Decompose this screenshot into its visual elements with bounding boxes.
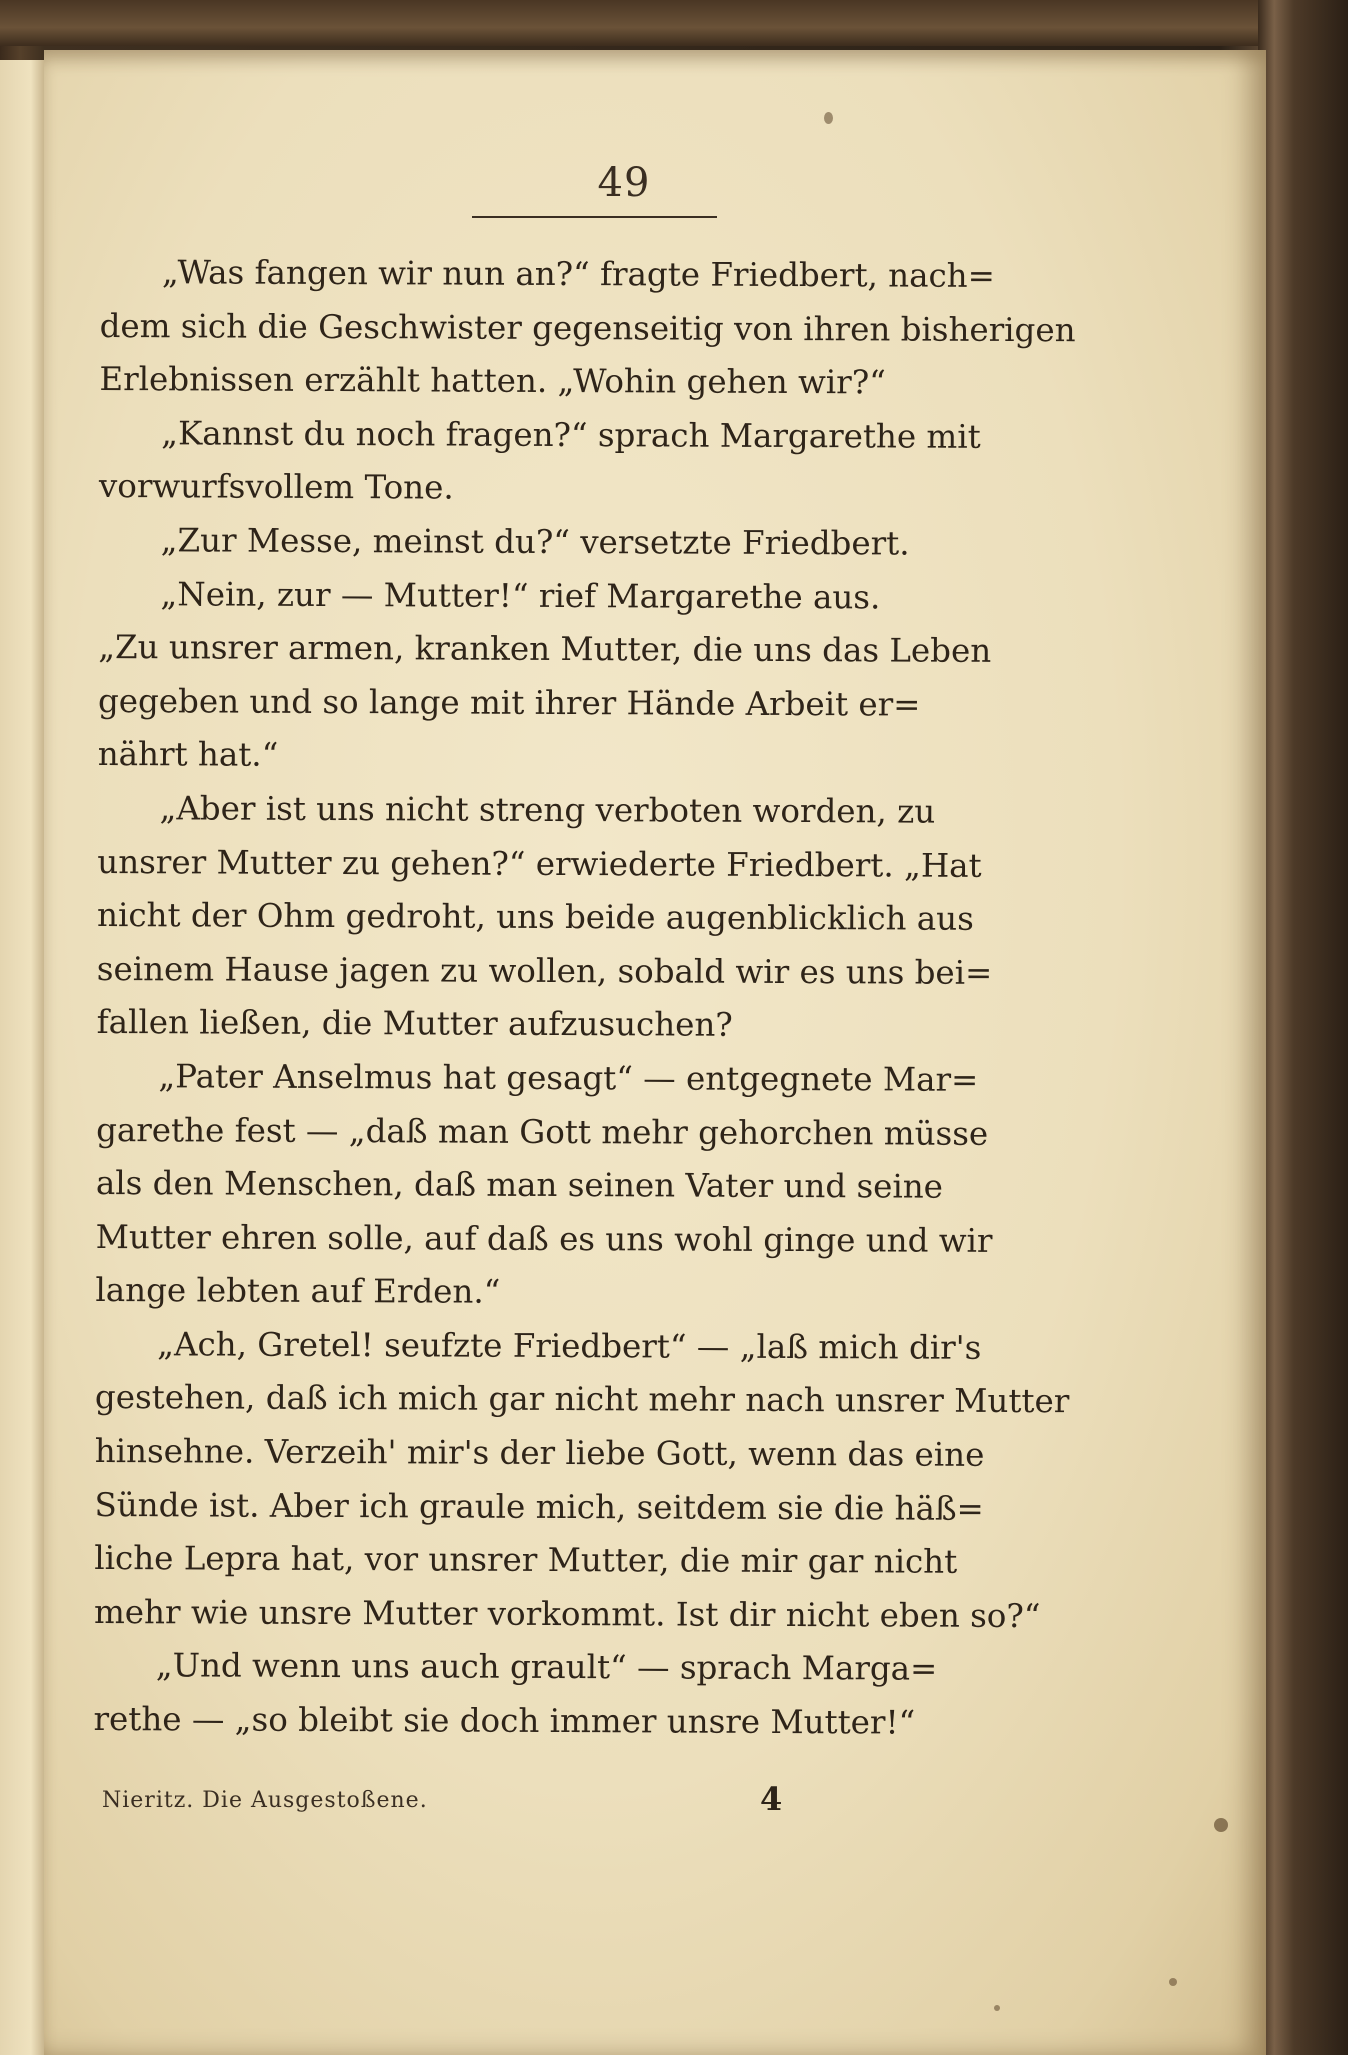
facing-page-edge [0,60,44,2055]
header-rule [472,216,717,218]
text-line: Mutter ehren solle, auf daß es uns wohl ginge und wir [95,1217,993,1260]
text-line: Erlebnissen erzählt hatten. „Wohin gehen wir?“ [99,360,886,402]
body-text [93,246,1080,1751]
text-line: „Zu unsrer armen, kranken Mutter, die uns das Leben [98,628,992,671]
text-line: lange lebten auf Erden.“ [95,1271,501,1312]
text-line: nicht der Ohm gedroht, uns beide augenblicklich aus [96,896,974,938]
text-line: „Aber ist uns nicht streng verboten worden, zu [159,789,936,831]
text-line: hinsehne. Verzeih' mir's der liebe Gott, wenn das eine [94,1432,985,1474]
text-line: liche Lepra hat, vor unsrer Mutter, die mir gar nicht [94,1539,958,1582]
text-line: unsrer Mutter zu gehen?“ erwiederte Friedbert. „Hat [97,842,982,885]
text-line: „Und wenn uns auch grault“ — sprach Marga= [155,1646,938,1689]
text-line: „Kannst du noch fragen?“ sprach Margarethe mit [161,414,981,456]
text-line: garethe fest — „daß man Gott mehr gehorchen müsse [96,1110,989,1153]
text-line: „Zur Messe, meinst du?“ versetzte Friedbert. [160,521,910,563]
sheet-number: 4 [760,1780,783,1818]
footer-signature: Nieritz. Die Ausgestoßene. [102,1788,428,1813]
text-line: Sünde ist. Aber ich graule mich, seitdem sie die häß= [94,1485,984,1528]
text-line: „Pater Anselmus hat gesagt“ — entgegnete Mar= [158,1057,979,1099]
paper-speck [994,2005,1000,2011]
paper-speck [1169,1978,1177,1986]
text-line: als den Menschen, daß man seinen Vater und seine [95,1164,944,1206]
text-line: vorwurfsvollem Tone. [98,467,454,507]
book-cover-right-edge [1258,0,1348,2055]
book-cover-top-edge [0,0,1348,46]
text-line: fallen ließen, die Mutter aufzusuchen? [96,1003,733,1045]
text-line: seinem Hause jagen zu wollen, sobald wir es uns bei= [96,949,993,992]
text-line: „Nein, zur — Mutter!“ rief Margarethe aus. [160,574,881,616]
text-line: nährt hat.“ [97,735,279,775]
text-line: gegeben und so lange mit ihrer Hände Arbeit er= [97,681,921,724]
text-line: „Ach, Gretel! seufzte Friedbert“ — „laß mich dir's [157,1325,982,1367]
text-line: dem sich die Geschwister gegenseitig von ihren bisherigen [99,306,1076,349]
text-line: gestehen, daß ich mich gar nicht mehr nach unsrer Mutter [94,1378,1070,1421]
page-number: 49 [597,160,651,206]
page-sheet [44,50,1266,2055]
text-line: „Was fangen wir nun an?“ fragte Friedbert, nach= [161,253,995,295]
paper-speck [824,112,833,124]
paper-speck [1214,1818,1228,1832]
text-line: mehr wie unsre Mutter vorkommt. Ist dir nicht eben so?“ [93,1592,1041,1635]
text-line: rethe — „so bleibt sie doch immer unsre Mutter!“ [93,1700,916,1742]
